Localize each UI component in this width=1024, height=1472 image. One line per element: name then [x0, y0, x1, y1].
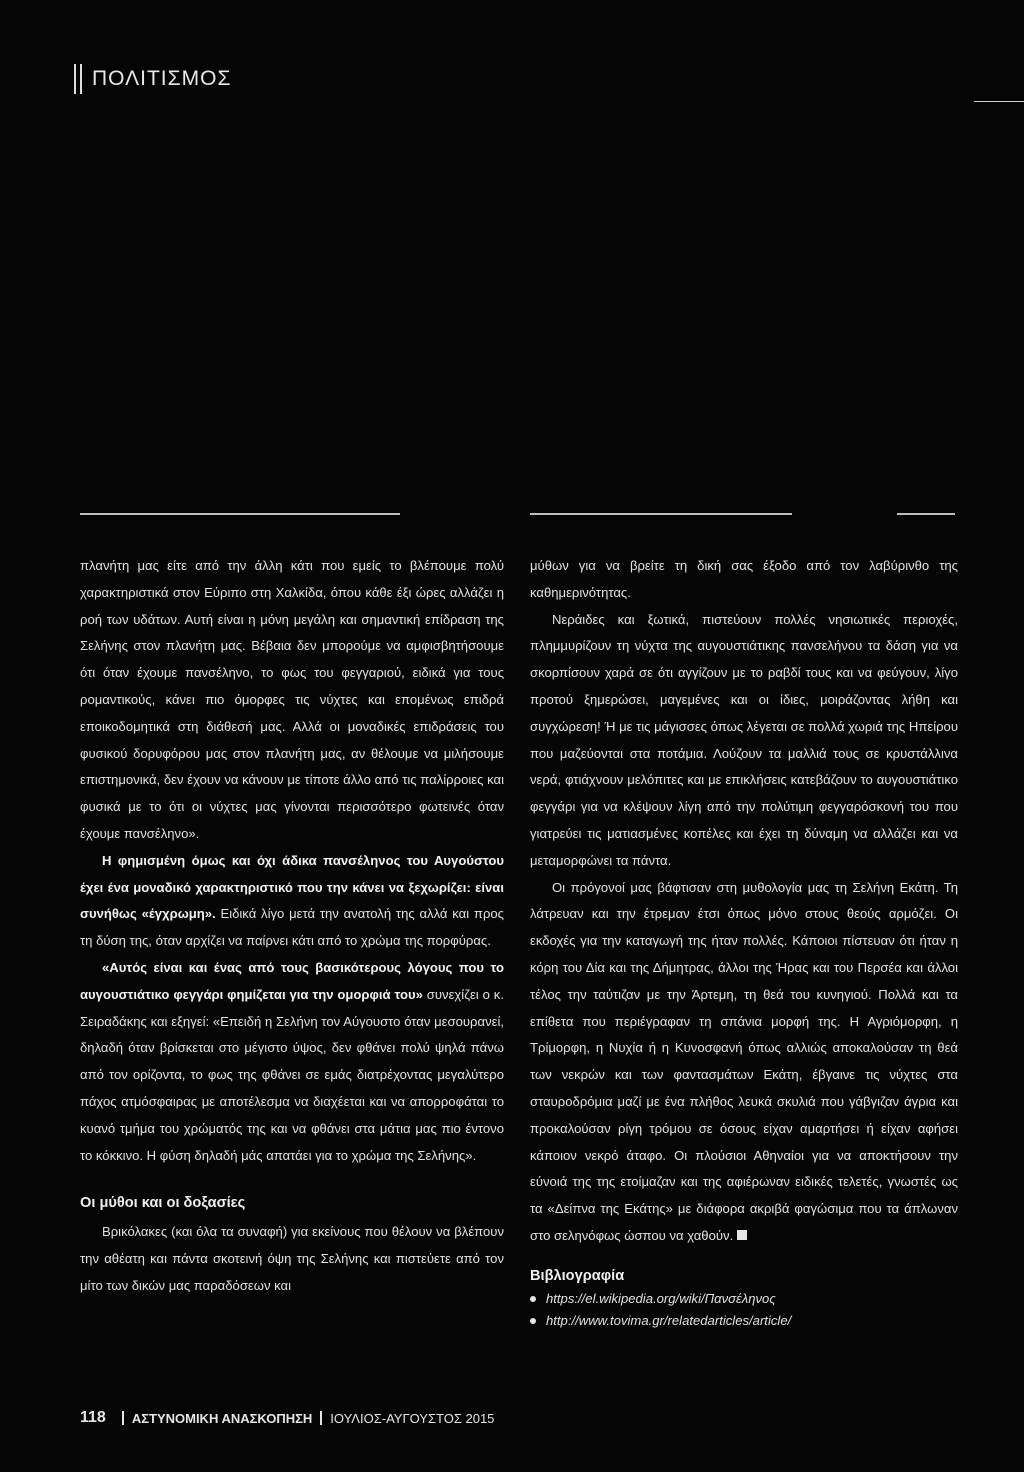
- paragraph: [530, 875, 958, 1250]
- page-number: 118: [80, 1409, 106, 1426]
- paragraph: μύθων για να βρείτε τη δική σας έξοδο από τον λαβύρινθο της καθημερινότητας.: [530, 558, 958, 600]
- paragraph-text: Ειδικά λίγο μετά την ανατολή της αλλά και προς τη δύση της, όταν αρχίζει να παίρνει κάτι από το χρώμα της πορφύρας.: [80, 906, 504, 949]
- bold-lead: «Αυτός είναι και ένας από τους βασικότερους λόγους που το αυγουστιάτικο φεγγάρι φημίζεται για την ομορφιά του»: [80, 959, 504, 1002]
- divider-left: [80, 513, 400, 515]
- bibliography-item: [530, 1288, 958, 1310]
- section-title: ΠΟΛΙΤΙΣΜΟΣ: [92, 67, 232, 90]
- magazine-name: ΑΣΤΥΝΟΜΙΚΗ ΑΝΑΣΚΟΠΗΣΗ: [131, 1410, 313, 1426]
- bullet-icon: [530, 1318, 536, 1324]
- footer-separator: [122, 1411, 124, 1425]
- section-header: [74, 64, 231, 94]
- top-right-rule: [974, 101, 1024, 102]
- issue-date: ΙΟΥΛΙΟΣ-ΑΥΓΟΥΣΤΟΣ 2015: [330, 1410, 495, 1426]
- paragraph: πλανήτη μας είτε από την άλλη κάτι που εμείς το βλέπουμε πολύ χαρακτηριστικά στον Εύριπο στη Χαλκίδα, όπου κάθε έξι ώρες αλλάζει η ροή των υδάτων. Αυτή είναι η μόνη μεγάλη και σημαντική επίδραση της Σελήνης στον πλανήτη μας. Βέβαια δεν μπορούμε να αμφισβητήσουμε ότι όταν έχουμε πανσέληνο, το φως του φεγγαριού, ειδικά για τους ρομαντικούς, κάνει πιο όμορφες τις νύχτες και επομένως επιδρά εποικοδομητικά στη διάθεσή μας. Αλλά οι μοναδικές επιδράσεις του φυσικού δορυφόρου μας στον πλανήτη μας, αν θέλουμε να μιλήσουμε επιστημονικά, δεν έχουν να κάνουν με τίποτε άλλο από τις παλίρροιες και φυσικά με το ότι οι νύχτες μας γίνονται περισσότερο φωτεινές όταν έχουμε πανσέληνο».: [80, 558, 504, 841]
- bold-lead: Η φημισμένη όμως και όχι άδικα πανσέληνος του Αυγούστου έχει ένα μοναδικό χαρακτηριστικό που την κάνει να ξεχωρίζει: είναι συνήθως «έγχρωμη».: [80, 852, 504, 922]
- bibliography-link[interactable]: http://www.tovima.gr/relatedarticles/article/: [546, 1312, 792, 1328]
- paragraph: [80, 848, 504, 955]
- paragraph-text: συνεχίζει ο κ. Σειραδάκης και εξηγεί: «Επειδή η Σελήνη τον Αύγουστο όταν μεσουρανεί, δηλαδή όταν βρίσκεται στο μέγιστο ύψος, δεν φθάνει πολύ ψηλά πάνω από τον ορίζοντα, το φως της φθάνει σε εμάς διατρέχοντας μεγαλύτερο πάχος ατμόσφαιρας με αποτέλεσμα να διαχέεται και να απορροφάται το κυανό τμήμα του χρώματός της και να φθάνει στα μάτια μας πιο έντονο το κόκκινο. Η φύση δηλαδή μάς απατάει για το χρώμα της Σελήνης».: [80, 986, 504, 1163]
- paragraph-text: Οι πρόγονοί μας βάφτισαν στη μυθολογία μας τη Σελήνη Εκάτη. Τη λάτρευαν και την έτρεμαν έτσι όπως μόνο στους θεούς αρμόζει. Οι εκδοχές για την καταγωγή της ήταν πολλές. Κάποιοι πίστευαν ότι ήταν η κόρη του Δία και της Δήμητρας, άλλοι της Ήρας και του Περσέα και άλλοι τέλος την ταύτιζαν με την Άρτεμη, τη θεά του κυνηγιού. Πολλά και τα επίθετα που περιέγραφαν τη σπάνια μορφή της. Η Αγριόμορφη, η Τρίμορφη, η Νυχία ή η Κυνοσφανή όπως αλλιώς αποκαλούσαν τη θεά των νεκρών και των φαντασμάτων Εκάτη, έβγαινε τις νύχτες στα σταυροδρόμια μαζί με ένα πλήθος λευκά σκυλιά που γάβγιζαν άγρια και προκαλούσαν ρίγη τρόμου σε όσους είχαν αμαρτήσει ή είχαν αφήσει κάποιον νεκρό άταφο. Οι πλούσιοι Αθηναίοι για να αποκτήσουν την εύνοιά της της ετοίμαζαν και της αφιέρωναν ειδικές τελετές, γνωστές ως τα «Δείπνα της Εκάτης» με διάφορα ακριβά φαγώσιμα που τα άπλωναν στο σεληνόφως ώσπου να χαθούν.: [530, 879, 958, 1243]
- right-column: [530, 553, 958, 1332]
- paragraph: [80, 955, 504, 1169]
- divider-right: [530, 513, 792, 515]
- paragraph: Νεράιδες και ξωτικά, πιστεύουν πολλές νησιωτικές περιοχές, πλημμυρίζουν τη νύχτα της αυγουστιάτικης πανσελήνου τα δάση για να σκορπίσουν χαρά σε ότι αγγίζουν με το ραβδί τους και να φεύγουν, λίγο προτού ξημερώσει, μαγεμένες και οι ίδιες, μοιράζοντας λήθη και συγχώρεση! Ή με τις μάγισσες όπως λέγεται σε πολλά χωριά της Ηπείρου που μαζεύονται στα ποτάμια. Λούζουν τα μαλλιά τους σε κρυστάλλινα νερά, φτιάχνουν μελόπιτες και με επικλήσεις κατεβάζουν το αυγουστιάτικο φεγγάρι για να κλέψουν λίγη από την πολύτιμη φεγγαρόσκονή του που γιατρεύει τις ματιασμένες κοπέλες και έχει τη δύναμη να αλλάζει και να μεταμορφώνει τα πάντα.: [530, 611, 959, 868]
- divider-right-short: [897, 513, 955, 515]
- left-column: [80, 553, 504, 1300]
- end-mark-icon: [737, 1230, 747, 1240]
- bibliography-link[interactable]: https://el.wikipedia.org/wiki/Πανσέληνος: [546, 1290, 776, 1306]
- subheading: Οι μύθοι και οι δοξασίες: [80, 1195, 246, 1212]
- bullet-icon: [530, 1296, 536, 1302]
- bibliography-title: Βιβλιογραφία: [530, 1267, 625, 1284]
- footer-separator: [320, 1411, 322, 1425]
- bibliography-list: [530, 1288, 958, 1332]
- paragraph: Βρικόλακες (και όλα τα συναφή) για εκείνους που θέλουν να βλέπουν την αθέατη και πάντα σκοτεινή όψη της Σελήνης και πιστεύετε από τον μίτο των δικών μας παραδόσεων και: [80, 1224, 504, 1293]
- footer: [80, 1409, 494, 1427]
- header-bars: [74, 64, 82, 94]
- bibliography-item: [530, 1310, 958, 1332]
